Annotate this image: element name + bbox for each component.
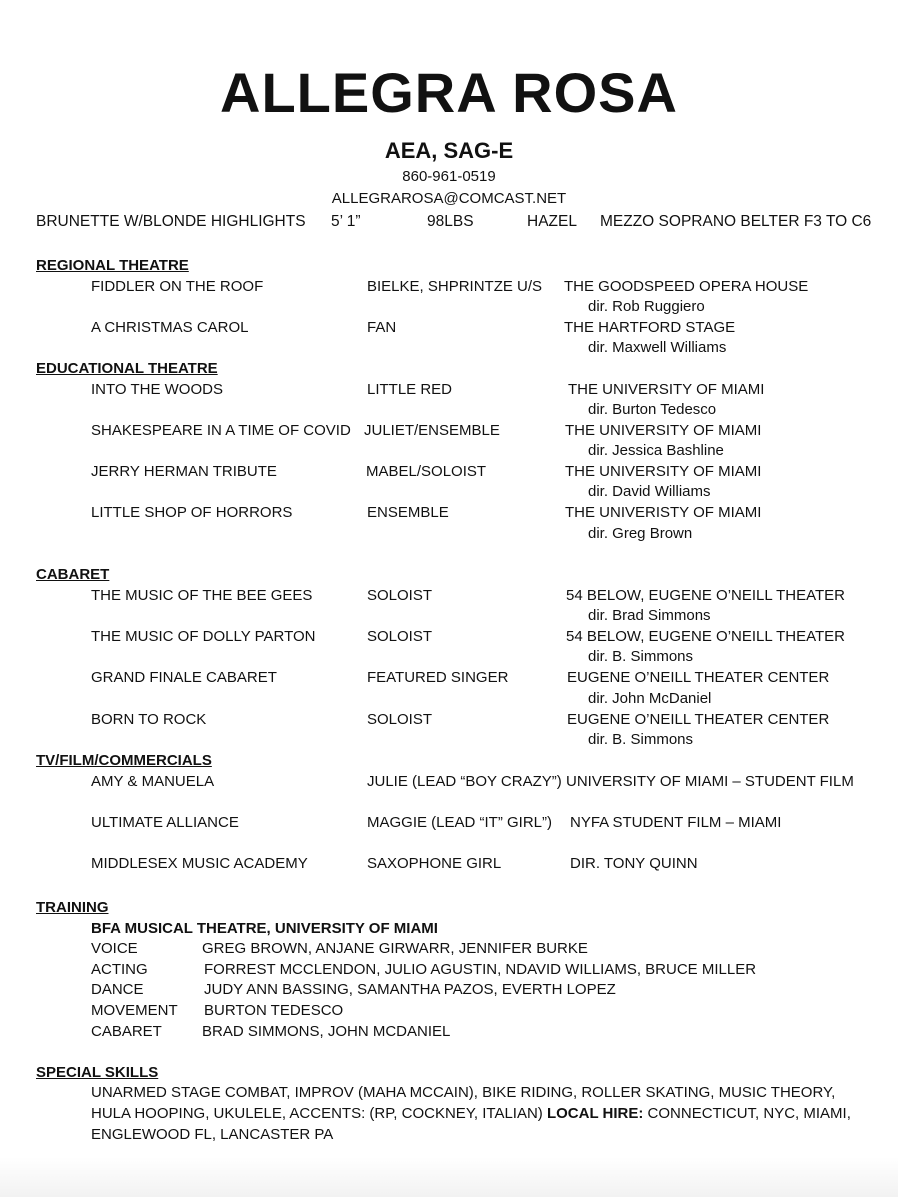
credit-venue: THE UNIVERSITY OF MIAMI — [568, 381, 765, 398]
credit-director: dir. Brad Simmons — [588, 607, 711, 624]
special-skills-text — [91, 1082, 871, 1145]
credit-director: dir. David Williams — [588, 483, 711, 500]
training-teachers: JUDY ANN BASSING, SAMANTHA PAZOS, EVERTH LOPEZ — [204, 981, 616, 998]
credit-venue: THE HARTFORD STAGE — [564, 319, 736, 336]
training-label: DANCE — [91, 981, 144, 998]
skills-list: UNARMED STAGE COMBAT, IMPROV (MAHA MCCAIN), BIKE RIDING, ROLLER SKATING, MUSIC THEORY, HULA HOOPING, UKULELE, ACCENTS: (RP, COCKNEY, ITALIAN) — [91, 1084, 836, 1122]
stat-hair: BRUNETTE W/BLONDE HIGHLIGHTS — [36, 213, 306, 230]
credit-role: ENSEMBLE — [367, 504, 449, 521]
phone-number: 860-961-0519 — [402, 168, 496, 185]
credit-venue: THE GOODSPEED OPERA HOUSE — [564, 278, 809, 295]
credit-director: dir. Burton Tedesco — [588, 401, 717, 418]
training-teachers: BURTON TEDESCO — [204, 1002, 344, 1019]
training-teachers: BRAD SIMMONS, JOHN MCDANIEL — [202, 1023, 451, 1040]
credit-show: INTO THE WOODS — [91, 381, 223, 398]
credit-show: SHAKESPEARE IN A TIME OF COVID — [91, 422, 351, 439]
credit-venue: THE UNIVERSITY OF MIAMI — [565, 463, 762, 480]
credit-show: MIDDLESEX MUSIC ACADEMY — [91, 855, 308, 872]
section-regional-theatre: REGIONAL THEATRE — [36, 257, 189, 274]
credit-show: BORN TO ROCK — [91, 711, 207, 728]
training-label: MOVEMENT — [91, 1002, 178, 1019]
training-label: ACTING — [91, 961, 148, 978]
credit-show: THE MUSIC OF DOLLY PARTON — [91, 628, 316, 645]
credit-role: SOLOIST — [367, 711, 433, 728]
credit-show: LITTLE SHOP OF HORRORS — [91, 504, 293, 521]
credit-role: FEATURED SINGER — [367, 669, 509, 686]
credit-role: JULIET/ENSEMBLE — [364, 422, 500, 439]
credit-role: SOLOIST — [367, 628, 433, 645]
credit-venue: EUGENE O’NEILL THEATER CENTER — [567, 711, 830, 728]
training-teachers: FORREST MCCLENDON, JULIO AGUSTIN, NDAVID WILLIAMS, BRUCE MILLER — [204, 961, 757, 978]
section-educational-theatre: EDUCATIONAL THEATRE — [36, 360, 218, 377]
credit-show: FIDDLER ON THE ROOF — [91, 278, 264, 295]
credit-show: THE MUSIC OF THE BEE GEES — [91, 587, 313, 604]
credit-role: FAN — [367, 319, 397, 336]
credit-role: JULIE (LEAD “BOY CRAZY”) — [367, 773, 562, 790]
section-cabaret: CABARET — [36, 566, 110, 583]
credit-show: A CHRISTMAS CAROL — [91, 319, 249, 336]
training-teachers: GREG BROWN, ANJANE GIRWARR, JENNIFER BURKE — [202, 940, 588, 957]
credit-show: ULTIMATE ALLIANCE — [91, 814, 239, 831]
credit-director: dir. B. Simmons — [588, 731, 694, 748]
credit-venue: DIR. TONY QUINN — [570, 855, 698, 872]
credit-role: BIELKE, SHPRINTZE U/S — [367, 278, 543, 295]
training-label: VOICE — [91, 940, 138, 957]
credit-director: dir. B. Simmons — [588, 648, 694, 665]
credit-show: GRAND FINALE CABARET — [91, 669, 277, 686]
stat-weight: 98LBS — [427, 213, 474, 230]
union-affiliations: AEA, SAG-E — [384, 138, 514, 163]
credit-show: AMY & MANUELA — [91, 773, 215, 790]
credit-role: LITTLE RED — [367, 381, 453, 398]
credit-venue: NYFA STUDENT FILM – MIAMI — [570, 814, 782, 831]
page-bottom-shadow — [0, 1157, 898, 1197]
credit-venue: UNIVERSITY OF MIAMI – STUDENT FILM — [566, 773, 854, 790]
section-special-skills: SPECIAL SKILLS — [36, 1064, 159, 1081]
credit-venue: 54 BELOW, EUGENE O’NEILL THEATER — [566, 587, 845, 604]
credit-venue: THE UNIVERSITY OF MIAMI — [565, 422, 762, 439]
training-degree: BFA MUSICAL THEATRE, UNIVERSITY OF MIAMI — [91, 920, 438, 937]
credit-venue: THE UNIVERISTY OF MIAMI — [565, 504, 762, 521]
credit-role: MAGGIE (LEAD “IT” GIRL”) — [367, 814, 553, 831]
credit-role: SAXOPHONE GIRL — [367, 855, 502, 872]
local-hire-locations: CONNECTICUT, NYC, MIAMI, ENGLEWOOD FL, LANCASTER PA — [91, 1105, 851, 1143]
local-hire-label: LOCAL HIRE: — [546, 1105, 644, 1122]
credit-director: dir. Maxwell Williams — [588, 339, 727, 356]
credit-venue: 54 BELOW, EUGENE O’NEILL THEATER — [566, 628, 845, 645]
credit-director: dir. Jessica Bashline — [588, 442, 724, 459]
credit-venue: EUGENE O’NEILL THEATER CENTER — [567, 669, 830, 686]
section-training: TRAINING — [36, 899, 109, 916]
credit-director: dir. John McDaniel — [588, 690, 712, 707]
credit-role: MABEL/SOLOIST — [366, 463, 487, 480]
training-label: CABARET — [91, 1023, 162, 1040]
credit-director: dir. Rob Ruggiero — [588, 298, 705, 315]
credit-show: JERRY HERMAN TRIBUTE — [91, 463, 277, 480]
email-address: ALLEGRAROSA@COMCAST.NET — [331, 190, 567, 207]
credit-role: SOLOIST — [367, 587, 433, 604]
stat-eyes: HAZEL — [527, 213, 577, 230]
performer-name: ALLEGRA ROSA — [220, 61, 678, 124]
stat-height: 5’ 1” — [331, 213, 361, 230]
stat-voice: MEZZO SOPRANO BELTER F3 TO C6 — [600, 213, 872, 230]
section-tv-film-commercials: TV/FILM/COMMERCIALS — [36, 752, 212, 769]
credit-director: dir. Greg Brown — [588, 525, 693, 542]
